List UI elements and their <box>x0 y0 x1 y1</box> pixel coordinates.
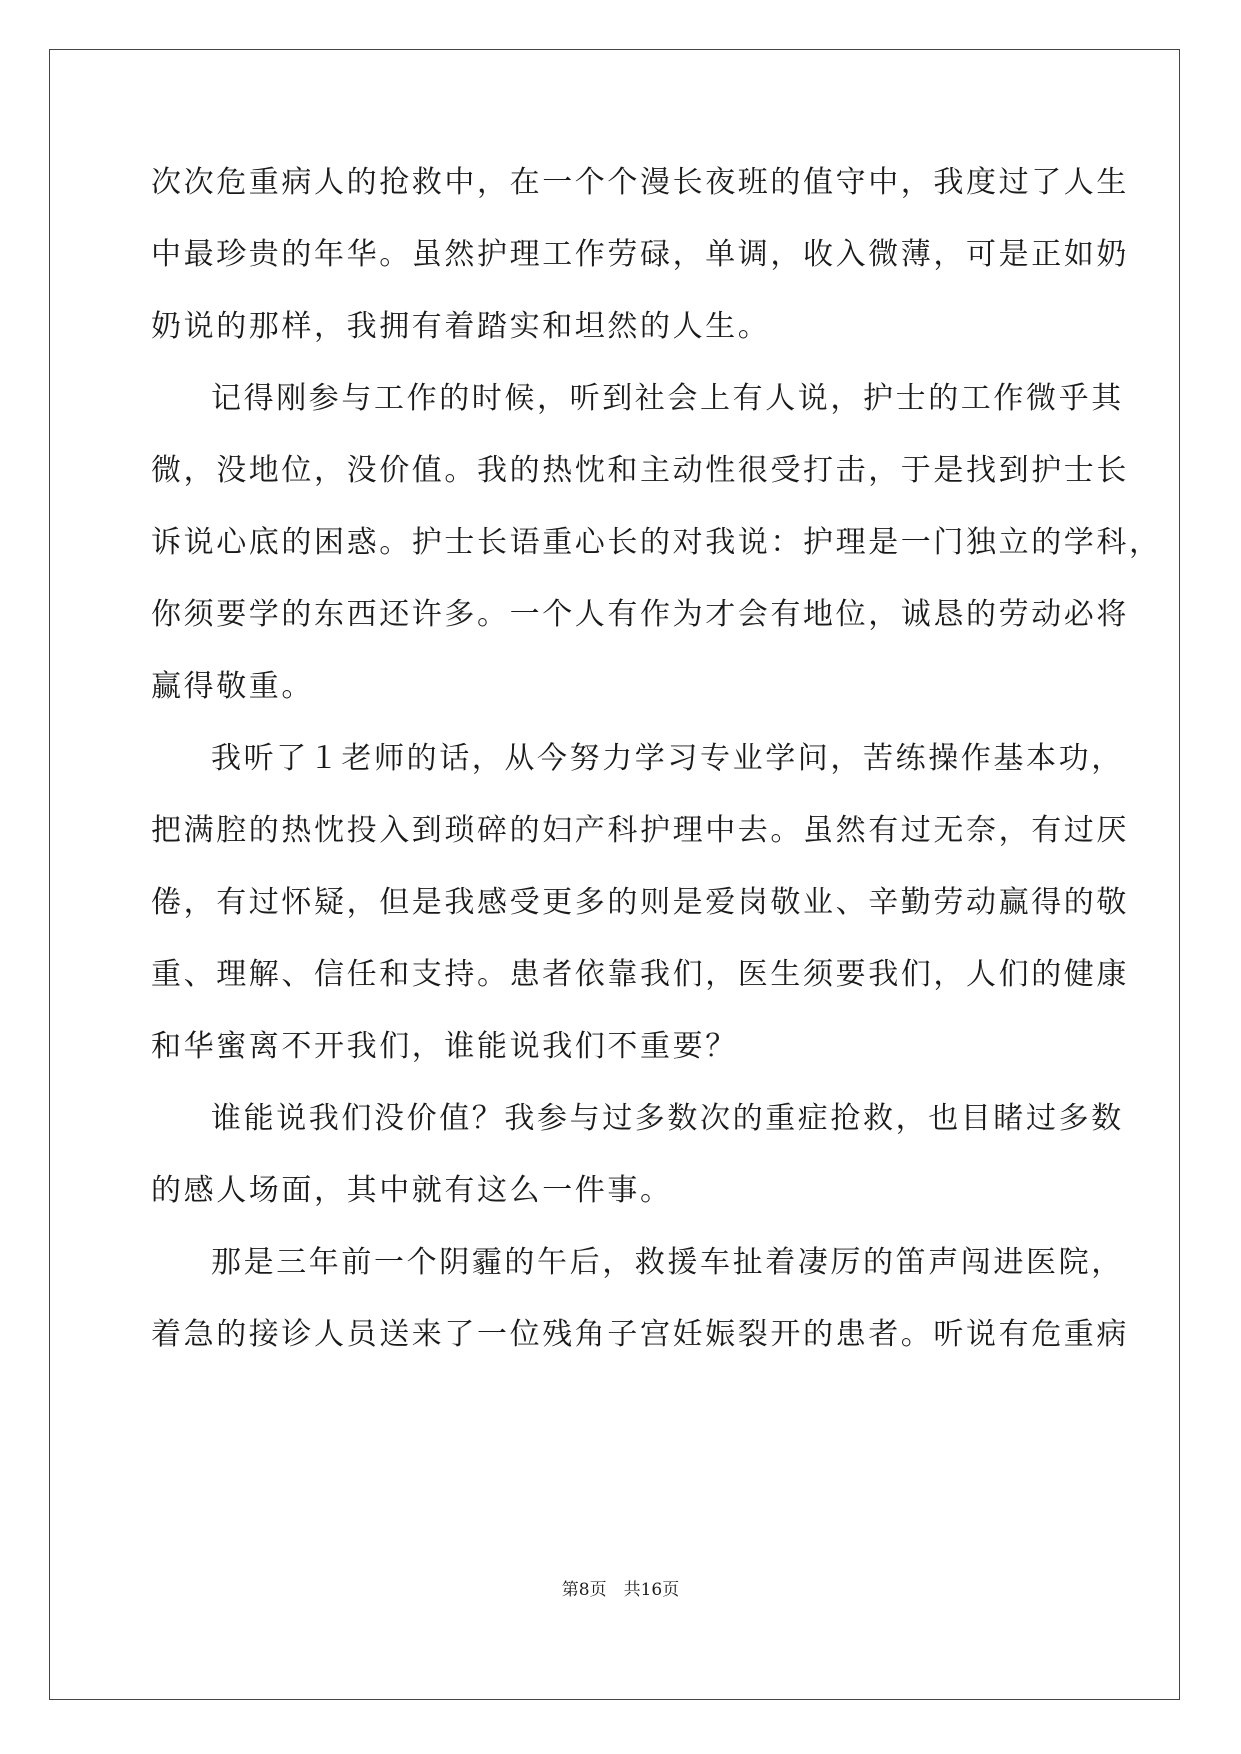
text-line: 诉说心底的困惑。护士长语重心长的对我说：护理是一门独立的学科， <box>151 525 1162 560</box>
text-line: 的感人场面，其中就有这么一件事。 <box>151 1173 673 1208</box>
paragraph-first-line: 那是三年前一个阴霾的午后，救援车扯着凄厉的笛声闯进医院， <box>211 1245 1124 1280</box>
paragraph-first-line: 我听了１老师的话，从今努力学习专业学问，苦练操作基本功， <box>211 741 1124 776</box>
text-line: 奶说的那样，我拥有着踏实和坦然的人生。 <box>151 309 771 344</box>
text-line: 你须要学的东西还许多。一个人有作为才会有地位，诚恳的劳动必将 <box>151 597 1129 632</box>
paragraph-first-line: 谁能说我们没价值？我参与过多数次的重症抢救，也目睹过多数 <box>211 1101 1124 1136</box>
text-line: 和华蜜离不开我们，谁能说我们不重要？ <box>151 1029 738 1064</box>
page-number-footer: 第8页 共16页 <box>561 1580 680 1600</box>
text-line: 倦，有过怀疑，但是我感受更多的则是爱岗敬业、辛勤劳动赢得的敬 <box>151 885 1129 920</box>
text-line: 赢得敬重。 <box>151 669 314 704</box>
text-line: 微，没地位，没价值。我的热忱和主动性很受打击，于是找到护士长 <box>151 453 1129 488</box>
text-line: 把满腔的热忱投入到琐碎的妇产科护理中去。虽然有过无奈，有过厌 <box>151 813 1129 848</box>
text-line: 重、理解、信任和支持。患者依靠我们，医生须要我们，人们的健康 <box>151 957 1129 992</box>
text-line: 中最珍贵的年华。虽然护理工作劳碌，单调，收入微薄，可是正如奶 <box>151 237 1129 272</box>
page-border <box>49 49 1180 1700</box>
text-line: 着急的接诊人员送来了一位残角子宫妊娠裂开的患者。听说有危重病 <box>151 1317 1129 1352</box>
text-line: 次次危重病人的抢救中，在一个个漫长夜班的值守中，我度过了人生 <box>151 165 1129 200</box>
paragraph-first-line: 记得刚参与工作的时候，听到社会上有人说，护士的工作微乎其 <box>211 381 1124 416</box>
